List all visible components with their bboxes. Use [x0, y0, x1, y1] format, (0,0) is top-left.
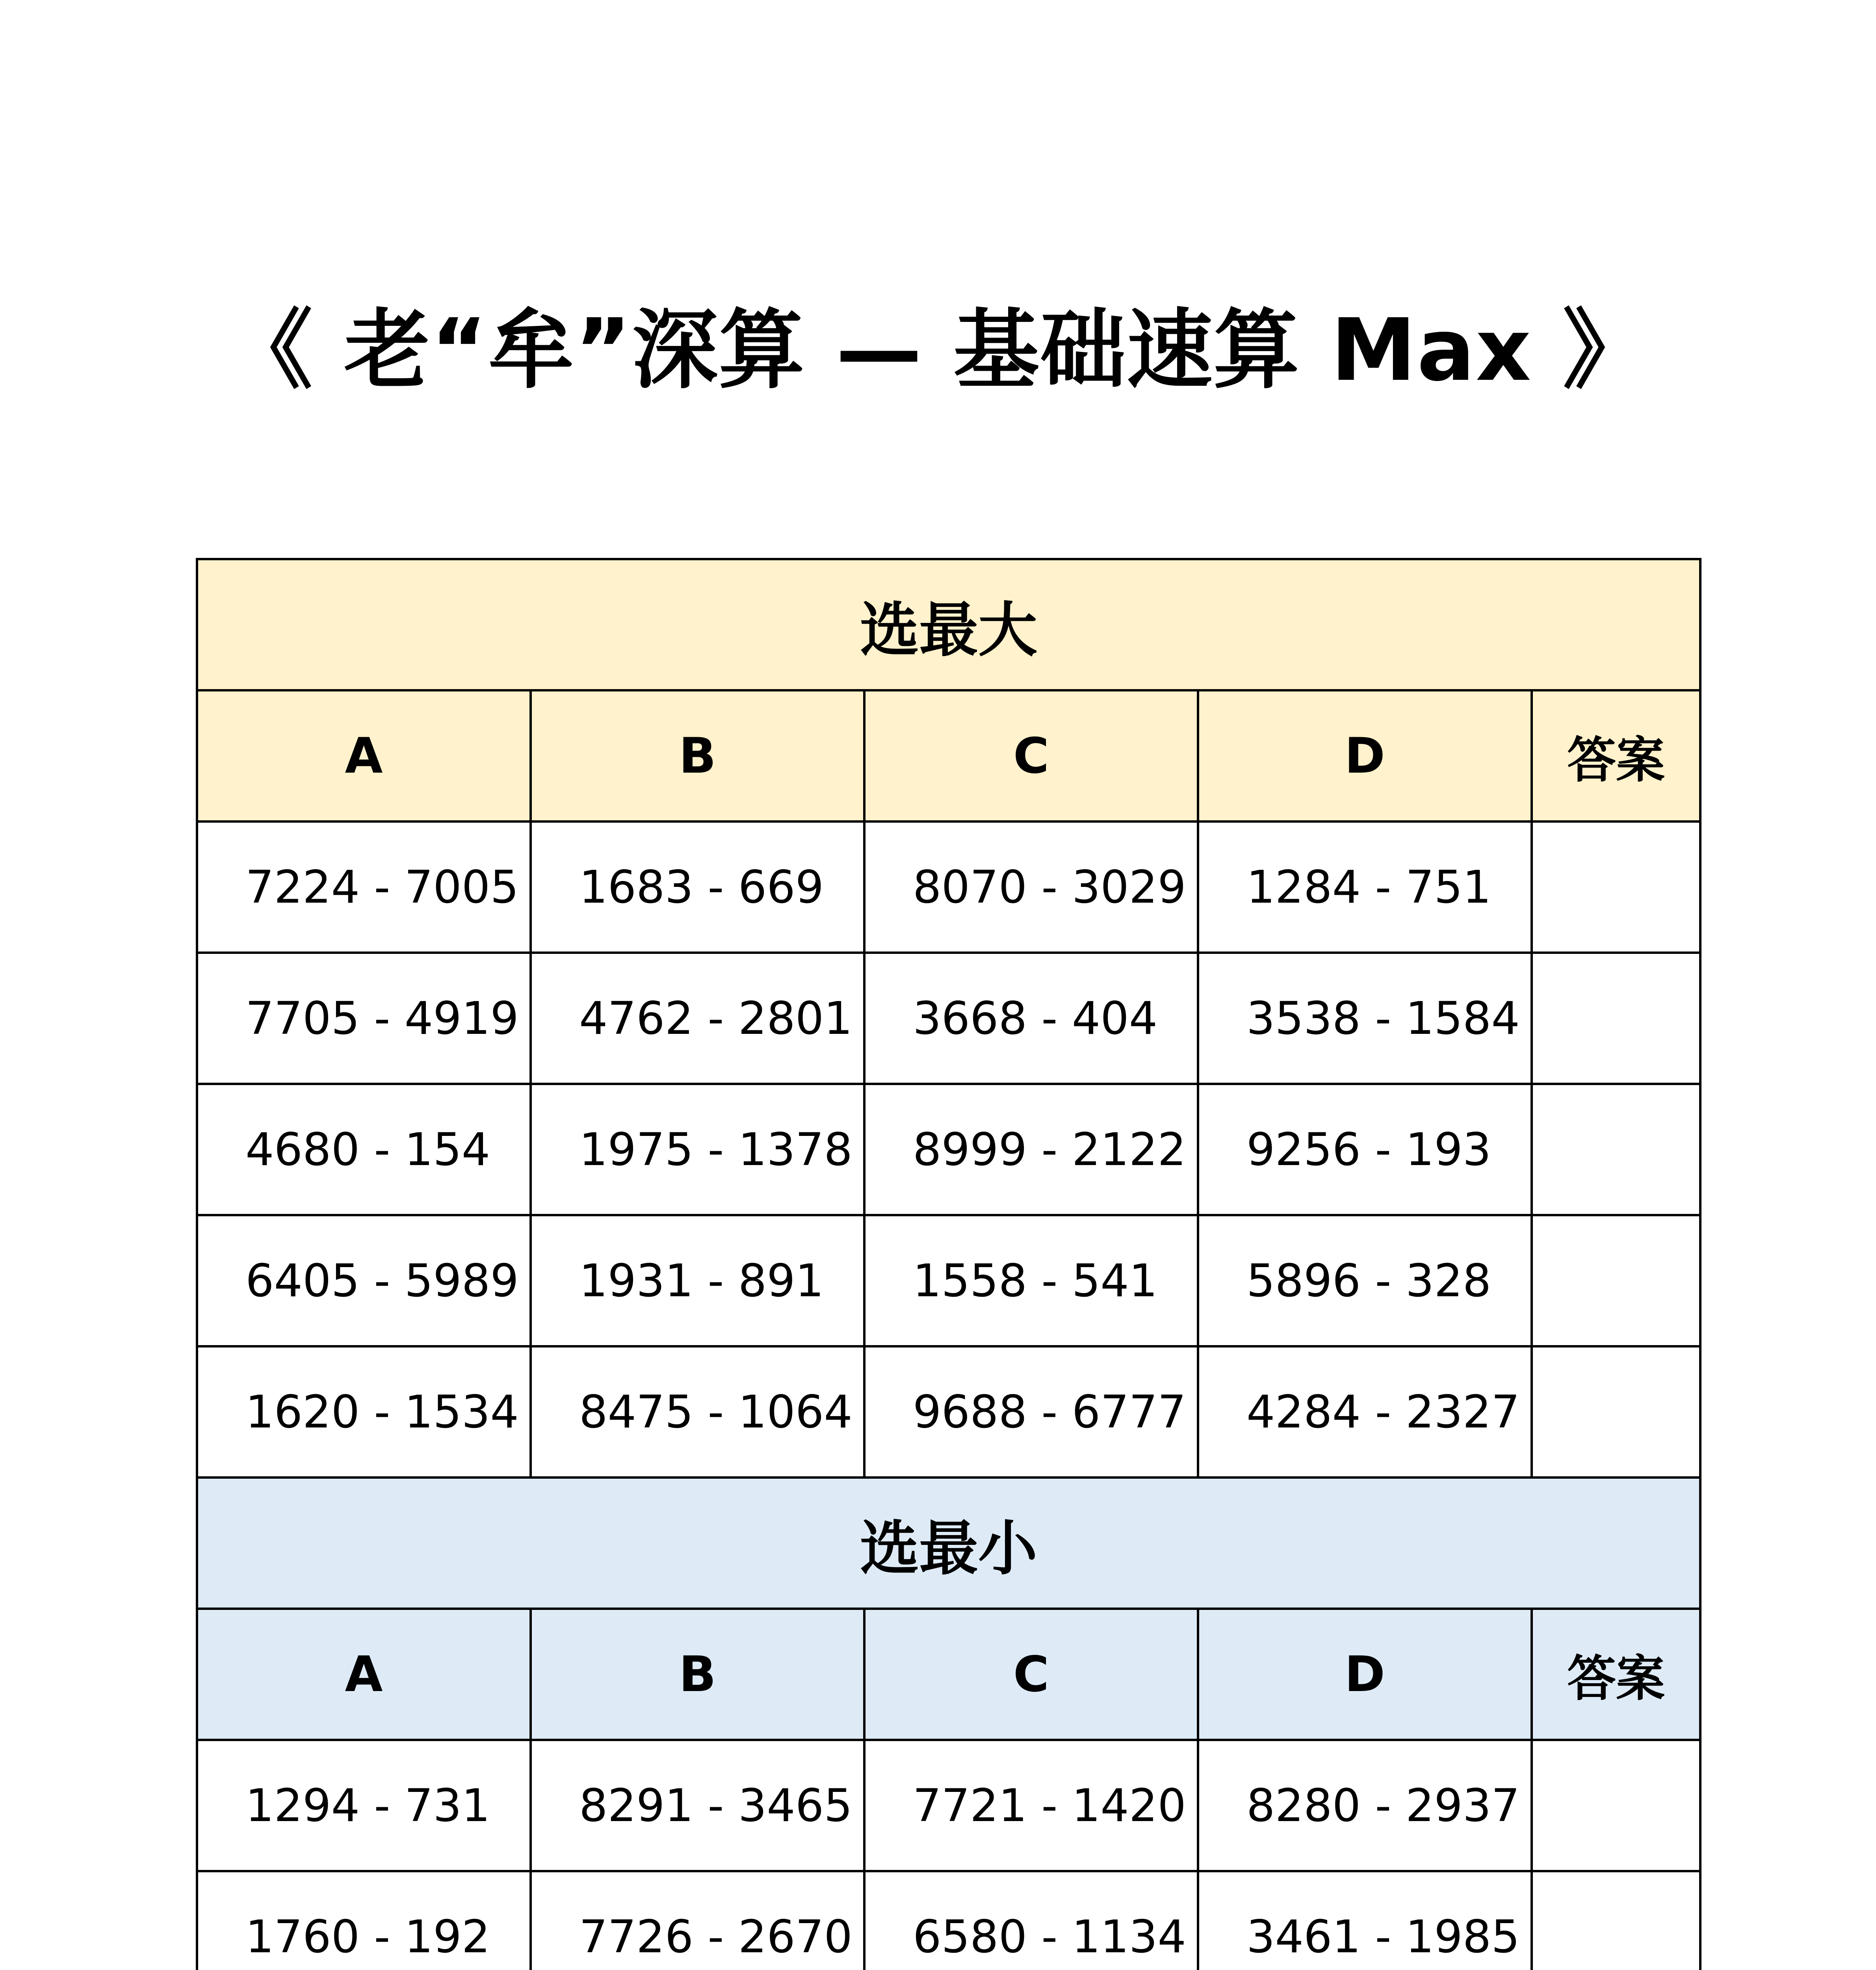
section-heading-row: [197, 1478, 1700, 1609]
problem-cell-c: 9688 - 6777: [864, 1346, 1198, 1478]
column-header-answer: 答案: [1532, 1609, 1700, 1740]
column-header-b: B: [531, 1609, 864, 1740]
problem-cell-c: 8070 - 3029: [864, 821, 1198, 953]
section-choose-min: [197, 1478, 1700, 1970]
column-header-a: A: [197, 690, 531, 821]
section-heading-row: [197, 559, 1700, 690]
problem-row: [197, 1215, 1700, 1346]
problem-cell-d: 3461 - 1985: [1198, 1871, 1532, 1970]
answer-cell[interactable]: [1532, 1084, 1700, 1215]
column-header-c: C: [864, 1609, 1198, 1740]
problem-row: [197, 953, 1700, 1084]
problem-cell-a: 7224 - 7005: [197, 821, 531, 953]
column-header-d: D: [1198, 1609, 1532, 1740]
column-header-row: [197, 690, 1700, 821]
problem-cell-a: 4680 - 154: [197, 1084, 531, 1215]
problem-cell-b: 7726 - 2670: [531, 1871, 864, 1970]
section-heading: 选最小: [197, 1478, 1700, 1609]
answer-cell[interactable]: [1532, 1871, 1700, 1970]
problem-row: [197, 1871, 1700, 1970]
problem-row: [197, 1346, 1700, 1478]
column-header-row: [197, 1609, 1700, 1740]
problem-cell-c: 1558 - 541: [864, 1215, 1198, 1346]
problem-cell-b: 4762 - 2801: [531, 953, 864, 1084]
answer-cell[interactable]: [1532, 1346, 1700, 1478]
problem-cell-b: 1975 - 1378: [531, 1084, 864, 1215]
problem-cell-b: 8291 - 3465: [531, 1740, 864, 1871]
answer-cell[interactable]: [1532, 953, 1700, 1084]
column-header-c: C: [864, 690, 1198, 821]
column-header-a: A: [197, 1609, 531, 1740]
problem-cell-b: 1683 - 669: [531, 821, 864, 953]
problem-cell-b: 1931 - 891: [531, 1215, 864, 1346]
problem-cell-c: 3668 - 404: [864, 953, 1198, 1084]
problem-cell-c: 8999 - 2122: [864, 1084, 1198, 1215]
answer-cell[interactable]: [1532, 1215, 1700, 1346]
column-header-b: B: [531, 690, 864, 821]
problem-cell-d: 5896 - 328: [1198, 1215, 1532, 1346]
problem-cell-a: 6405 - 5989: [197, 1215, 531, 1346]
problem-cell-d: 1284 - 751: [1198, 821, 1532, 953]
problem-cell-b: 8475 - 1064: [531, 1346, 864, 1478]
problem-cell-a: 1294 - 731: [197, 1740, 531, 1871]
problem-cell-a: 1760 - 192: [197, 1871, 531, 1970]
column-header-answer: 答案: [1532, 690, 1700, 821]
answer-cell[interactable]: [1532, 1740, 1700, 1871]
problem-cell-d: 4284 - 2327: [1198, 1346, 1532, 1478]
problem-cell-d: 8280 - 2937: [1198, 1740, 1532, 1871]
section-choose-max: [197, 559, 1700, 1478]
problem-row: [197, 1084, 1700, 1215]
problem-cell-d: 3538 - 1584: [1198, 953, 1532, 1084]
problem-cell-c: 6580 - 1134: [864, 1871, 1198, 1970]
answer-cell[interactable]: [1532, 821, 1700, 953]
page-title: 《 老“牟”深算 — 基础速算 Max 》: [227, 301, 1649, 400]
problem-cell-a: 1620 - 1534: [197, 1346, 531, 1478]
problem-cell-c: 7721 - 1420: [864, 1740, 1198, 1871]
problem-cell-d: 9256 - 193: [1198, 1084, 1532, 1215]
section-heading: 选最大: [197, 559, 1700, 690]
column-header-d: D: [1198, 690, 1532, 821]
problem-cell-a: 7705 - 4919: [197, 953, 531, 1084]
worksheet-table: [196, 558, 1701, 1970]
problem-row: [197, 821, 1700, 953]
problem-row: [197, 1740, 1700, 1871]
